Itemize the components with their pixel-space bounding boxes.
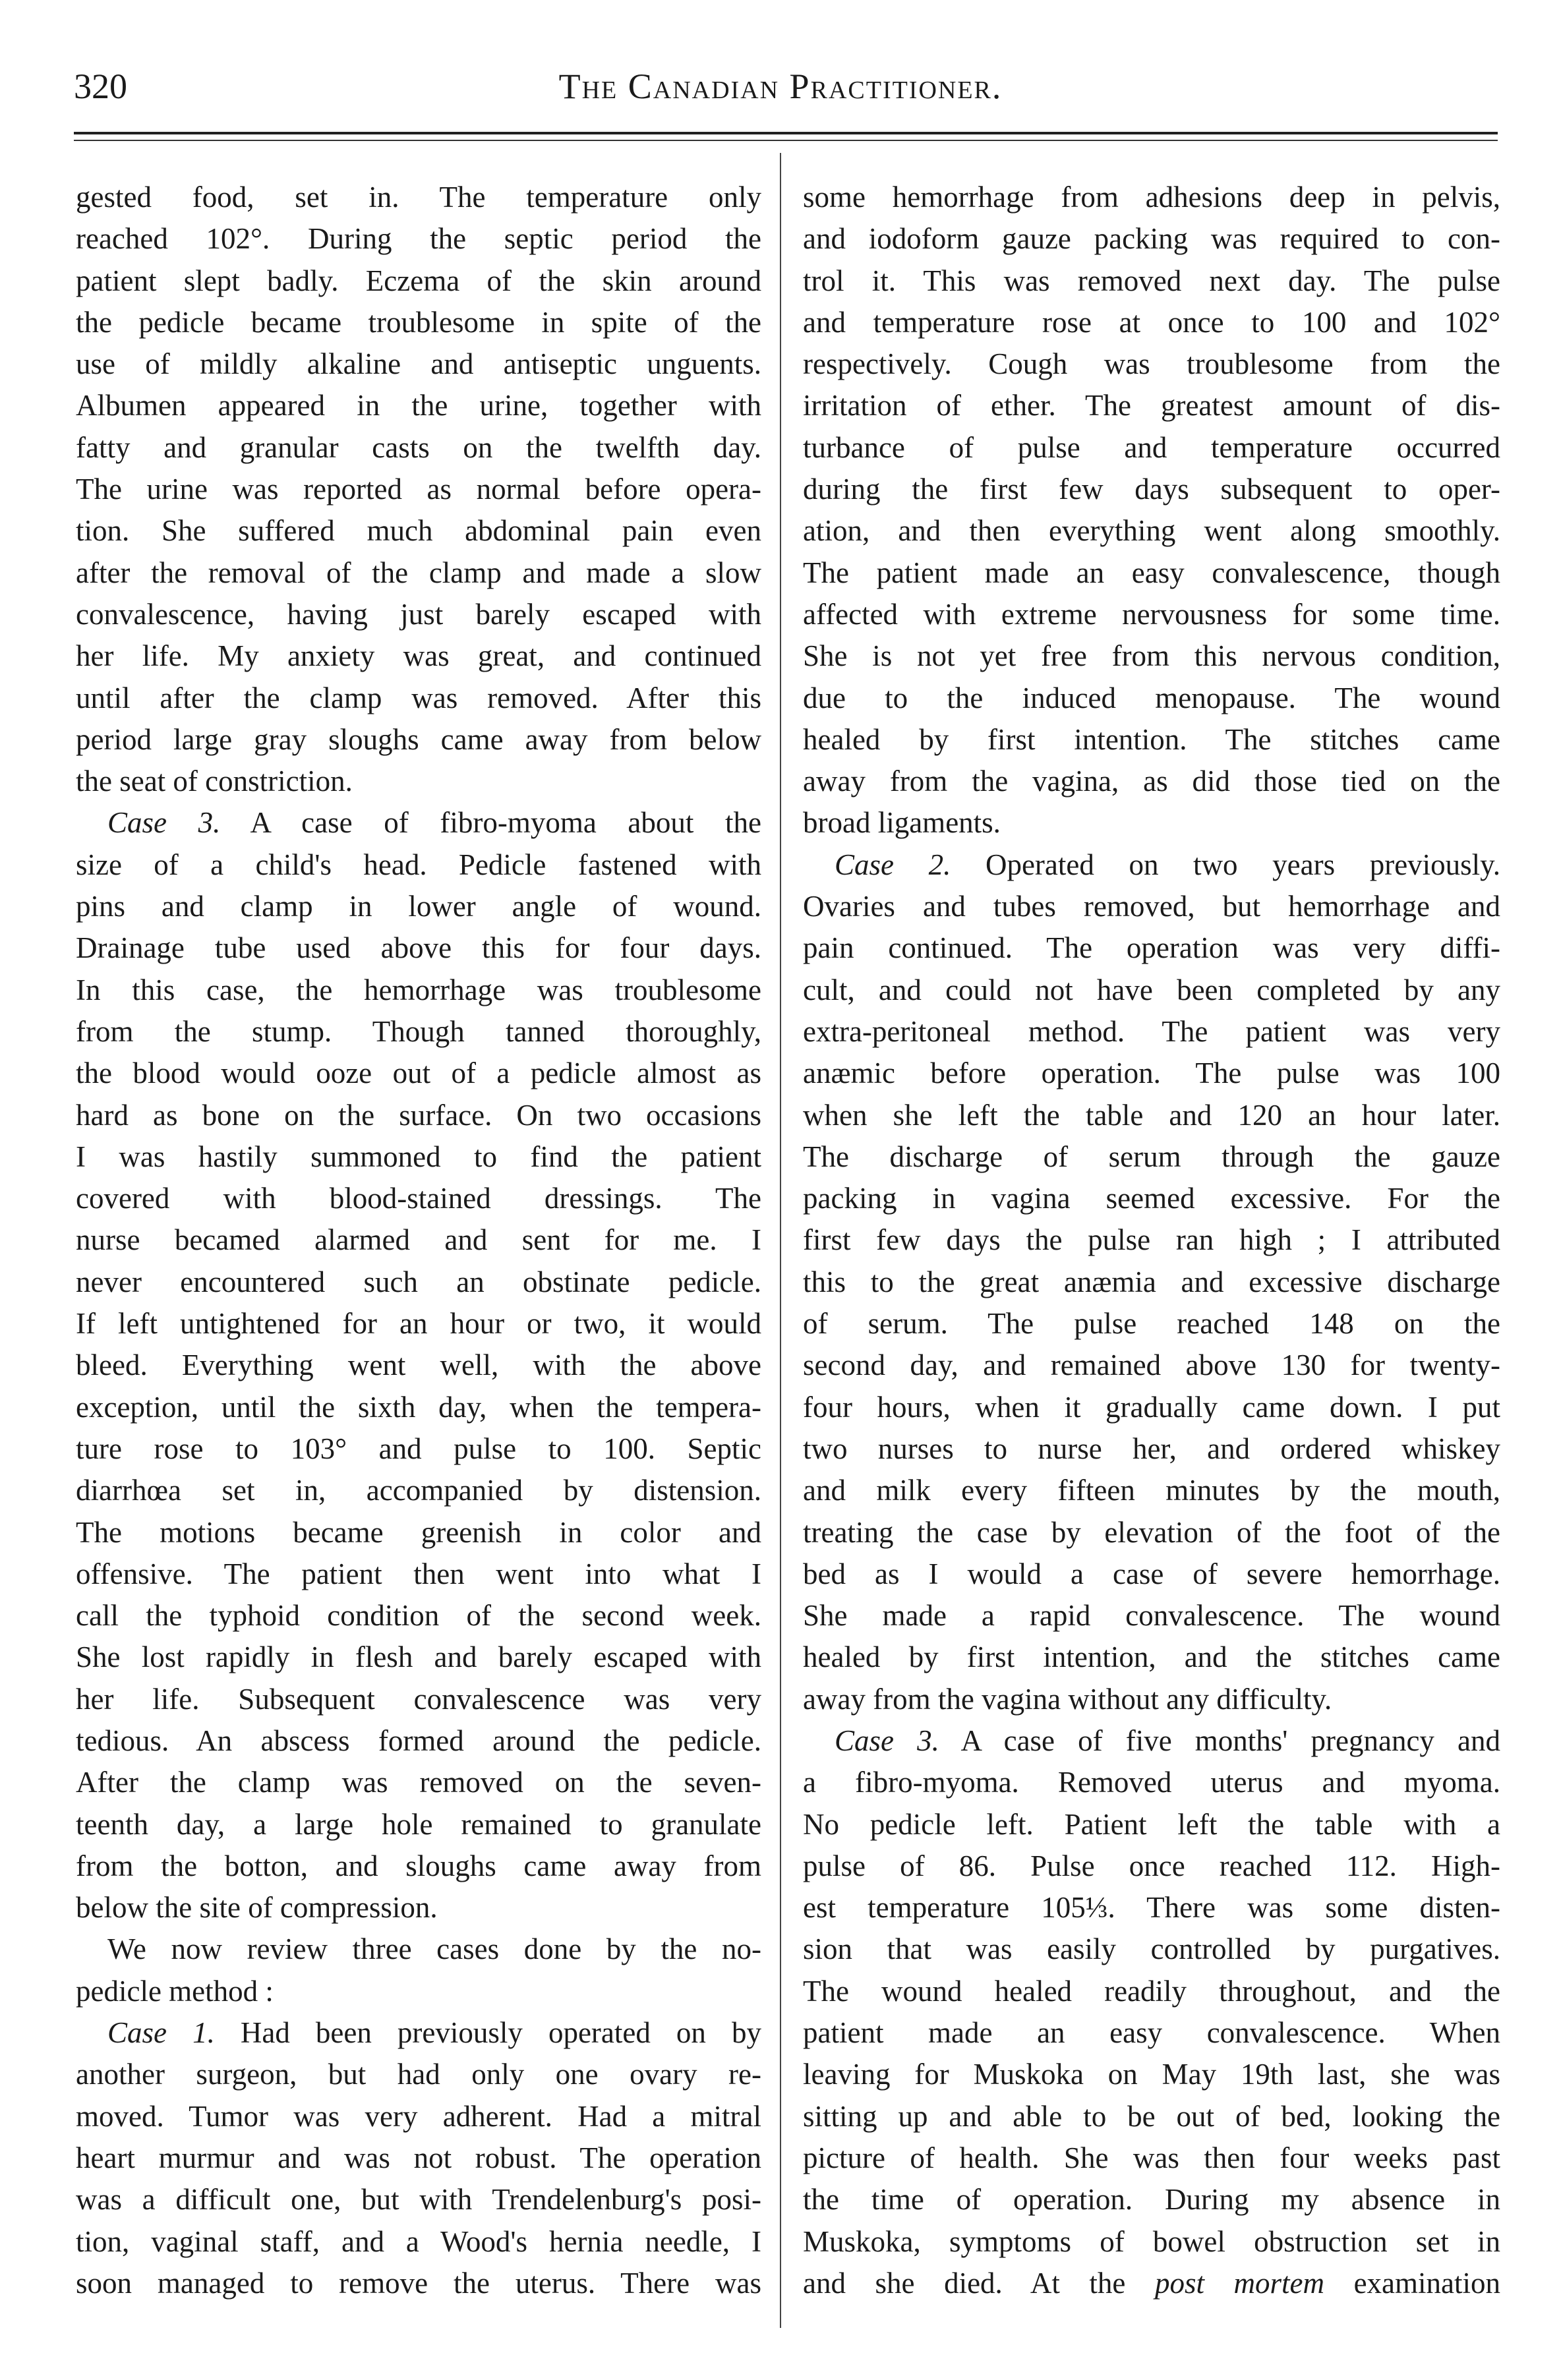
text-segment: Operated on two years previously.	[951, 848, 1501, 881]
text-segment: bed as I would a case of severe hemorrhage.	[803, 1557, 1500, 1590]
text-line	[803, 1929, 1500, 1970]
text-line	[76, 1136, 761, 1178]
text-segment: use of mildly alkaline and antiseptic unguents.	[76, 347, 761, 381]
text-line	[803, 1136, 1500, 1178]
text-segment: ture rose to 103° and pulse to 100. Septic	[76, 1432, 761, 1465]
italic-text: Case 3.	[835, 1724, 939, 1757]
text-line	[76, 1720, 761, 1762]
italic-text: Case 1.	[107, 2016, 215, 2050]
text-segment: patient made an easy convalescence. When	[803, 2016, 1500, 2050]
text-line	[803, 1762, 1500, 1803]
text-segment: She lost rapidly in flesh and barely escaped with	[76, 1640, 761, 1674]
text-line	[76, 1011, 761, 1053]
text-line	[803, 2221, 1500, 2263]
italic-text: Case 3.	[107, 806, 221, 840]
text-segment: extra-peritoneal method. The patient was very	[803, 1014, 1500, 1048]
text-segment: turbance of pulse and temperature occurred	[803, 430, 1500, 464]
text-line	[803, 469, 1500, 510]
text-line	[803, 1553, 1500, 1595]
text-segment: this to the great anæmia and excessive discharge	[803, 1265, 1500, 1298]
text-line	[76, 1470, 761, 1511]
text-line	[76, 970, 761, 1011]
text-line	[76, 1804, 761, 1845]
text-segment: treating the case by elevation of the foot of the	[803, 1515, 1500, 1549]
text-line	[803, 594, 1500, 635]
text-line	[803, 302, 1500, 343]
text-line	[803, 427, 1500, 469]
text-segment: when she left the table and 120 an hour later.	[803, 1098, 1500, 1132]
text-line	[803, 2096, 1500, 2137]
text-line	[803, 1011, 1500, 1053]
text-segment: tedious. An abscess formed around the pedicle.	[76, 1724, 761, 1757]
text-line	[76, 594, 761, 635]
text-line	[76, 2012, 761, 2054]
text-line	[76, 218, 761, 260]
text-line	[76, 1219, 761, 1261]
text-line	[76, 1929, 761, 1970]
text-segment: affected with extreme nervousness for some time.	[803, 597, 1500, 631]
text-segment: packing in vagina seemed excessive. For the	[803, 1182, 1500, 1215]
text-line	[803, 1845, 1500, 1887]
text-line	[803, 1637, 1500, 1678]
text-line	[803, 1345, 1500, 1386]
text-segment: Drainage tube used above this for four days.	[76, 931, 761, 965]
text-segment: below the site of compression.	[76, 1891, 438, 1925]
text-line	[76, 1887, 761, 1929]
text-segment: and iodoform gauze packing was required to con-	[803, 222, 1500, 256]
text-segment: some hemorrhage from adhesions deep in pelvis,	[803, 181, 1500, 214]
text-segment: trol it. This was removed next day. The pulse	[803, 264, 1500, 297]
text-segment: anæmic before operation. The pulse was 100	[803, 1057, 1500, 1090]
text-segment: another surgeon, but had only one ovary re-	[76, 2058, 761, 2091]
text-segment: of serum. The pulse reached 148 on the	[803, 1307, 1500, 1341]
page-number: 320	[74, 67, 127, 106]
text-line	[803, 1219, 1500, 1261]
text-segment: I was hastily summoned to find the patient	[76, 1140, 761, 1173]
text-segment: fatty and granular casts on the twelfth day.	[76, 430, 761, 464]
text-segment: two nurses to nurse her, and ordered whiskey	[803, 1432, 1500, 1465]
text-line	[76, 635, 761, 677]
text-line	[803, 385, 1500, 426]
text-line	[76, 2179, 761, 2220]
text-segment: the blood would ooze out of a pedicle almost as	[76, 1057, 761, 1090]
header-rule-thin	[74, 140, 1498, 141]
text-segment: cult, and could not have been completed by any	[803, 973, 1500, 1006]
text-line	[76, 1387, 761, 1428]
text-line	[803, 1595, 1500, 1637]
text-segment: Muskoka, symptoms of bowel obstruction set in	[803, 2224, 1500, 2258]
text-segment: teenth day, a large hole remained to granulate	[76, 1807, 761, 1841]
text-line	[76, 1637, 761, 1678]
text-segment: Ovaries and tubes removed, but hemorrhage and	[803, 890, 1500, 923]
text-line	[76, 678, 761, 719]
text-line	[76, 2137, 761, 2179]
text-segment: due to the induced menopause. The wound	[803, 681, 1500, 714]
text-segment: during the first few days subsequent to oper-	[803, 473, 1500, 506]
text-line	[803, 260, 1500, 302]
text-segment: the seat of constriction.	[76, 765, 353, 798]
text-line	[76, 510, 761, 552]
text-segment: and she died. At the	[803, 2266, 1155, 2300]
text-line	[803, 927, 1500, 969]
text-line	[803, 844, 1500, 886]
text-line	[803, 1095, 1500, 1136]
text-line	[76, 260, 761, 302]
text-segment: tion. She suffered much abdominal pain even	[76, 514, 761, 548]
text-segment: In this case, the hemorrhage was troublesome	[76, 973, 761, 1006]
text-line	[76, 302, 761, 343]
text-segment: reached 102°. During the septic period the	[76, 222, 761, 256]
text-segment: heart murmur and was not robust. The operation	[76, 2141, 761, 2174]
text-segment: moved. Tumor was very adherent. Had a mitral	[76, 2099, 761, 2133]
text-line	[76, 1303, 761, 1345]
text-segment: healed by first intention, and the stitches came	[803, 1640, 1500, 1674]
text-segment: exception, until the sixth day, when the tempera-	[76, 1390, 761, 1424]
text-line	[76, 1679, 761, 1720]
text-segment: offensive. The patient then went into what I	[76, 1557, 761, 1590]
text-line	[803, 343, 1500, 385]
text-line	[803, 886, 1500, 927]
text-line	[803, 1303, 1500, 1345]
header-rule-thick	[74, 132, 1498, 134]
text-segment: until after the clamp was removed. After this	[76, 681, 761, 714]
text-segment: the pedicle became troublesome in spite of the	[76, 305, 761, 339]
text-segment: a fibro-myoma. Removed uterus and myoma.	[803, 1766, 1500, 1799]
text-line	[76, 469, 761, 510]
text-line	[76, 1178, 761, 1219]
text-segment: sitting up and able to be out of bed, looking the	[803, 2099, 1500, 2133]
text-segment: A case of five months' pregnancy and	[939, 1724, 1500, 1757]
text-line	[76, 844, 761, 886]
text-line	[76, 761, 761, 802]
text-line	[76, 719, 761, 761]
text-segment: The patient made an easy convalescence, though	[803, 556, 1500, 589]
text-segment: from the stump. Though tanned thoroughly,	[76, 1014, 761, 1048]
text-line	[76, 1095, 761, 1136]
text-line	[76, 177, 761, 218]
text-segment: We now review three cases done by the no-	[107, 1932, 761, 1966]
text-segment: and milk every fifteen minutes by the mouth,	[803, 1474, 1500, 1507]
text-segment: respectively. Cough was troublesome from the	[803, 347, 1500, 381]
text-line	[76, 1971, 761, 2012]
text-segment: was a difficult one, but with Trendelenburg's posi-	[76, 2183, 761, 2217]
text-line	[803, 1887, 1500, 1929]
text-line	[803, 635, 1500, 677]
text-segment: diarrhœa set in, accompanied by distension.	[76, 1474, 761, 1507]
text-line	[803, 1971, 1500, 2012]
text-segment: healed by first intention. The stitches came	[803, 722, 1500, 756]
italic-text: Case 2.	[835, 848, 951, 881]
text-segment: and temperature rose at once to 100 and 102°	[803, 305, 1500, 339]
text-segment: tion, vaginal staff, and a Wood's hernia needle, I	[76, 2224, 761, 2258]
text-segment: After the clamp was removed on the seven-	[76, 1766, 761, 1799]
text-line	[803, 1804, 1500, 1845]
text-segment: from the botton, and sloughs came away from	[76, 1849, 761, 1882]
text-line	[76, 427, 761, 469]
text-line	[76, 1262, 761, 1303]
text-segment: Had been previously operated on by	[214, 2016, 761, 2050]
text-segment: patient slept badly. Eczema of the skin around	[76, 264, 761, 297]
text-line	[76, 1428, 761, 1470]
text-segment: sion that was easily controlled by purgatives.	[803, 1932, 1500, 1966]
text-line	[803, 1512, 1500, 1553]
italic-text: post mortem	[1154, 2266, 1325, 2300]
text-segment: pain continued. The operation was very diffi-	[803, 931, 1500, 965]
text-line	[803, 2012, 1500, 2054]
text-line	[803, 1387, 1500, 1428]
text-line	[76, 1053, 761, 1094]
text-line	[803, 719, 1500, 761]
text-segment: her life. My anxiety was great, and continued	[76, 639, 761, 673]
text-segment: The discharge of serum through the gauze	[803, 1140, 1500, 1173]
text-segment: A case of fibro-myoma about the	[220, 806, 762, 840]
text-line	[76, 886, 761, 927]
text-segment: covered with blood-stained dressings. The	[76, 1182, 761, 1215]
text-segment: irritation of ether. The greatest amount of dis-	[803, 389, 1500, 422]
text-segment: her life. Subsequent convalescence was very	[76, 1682, 761, 1716]
text-line	[76, 802, 761, 844]
text-line	[803, 1262, 1500, 1303]
text-segment: The urine was reported as normal before opera-	[76, 473, 761, 506]
right-column	[803, 177, 1500, 2304]
text-segment: If left untightened for an hour or two, it would	[76, 1307, 761, 1341]
text-segment: broad ligaments.	[803, 806, 1001, 840]
text-segment: convalescence, having just barely escaped with	[76, 597, 761, 631]
text-line	[803, 970, 1500, 1011]
text-line	[803, 1178, 1500, 1219]
text-line	[803, 2263, 1500, 2304]
text-segment: bleed. Everything went well, with the above	[76, 1349, 761, 1382]
text-segment: leaving for Muskoka on May 19th last, she was	[803, 2058, 1500, 2091]
text-line	[76, 1512, 761, 1553]
text-segment: four hours, when it gradually came down. I put	[803, 1390, 1500, 1424]
text-line	[803, 1470, 1500, 1511]
text-segment: period large gray sloughs came away from below	[76, 722, 761, 756]
running-head: The Canadian Practitioner.	[558, 67, 1003, 106]
text-segment: the time of operation. During my absence in	[803, 2183, 1500, 2217]
text-line	[76, 1762, 761, 1803]
text-line	[803, 177, 1500, 218]
text-line	[803, 1053, 1500, 1094]
text-segment: pedicle method :	[76, 1974, 274, 2008]
text-line	[76, 385, 761, 426]
text-segment: nurse becamed alarmed and sent for me. I	[76, 1223, 761, 1257]
text-segment: size of a child's head. Pedicle fastened with	[76, 848, 761, 881]
text-line	[803, 2054, 1500, 2095]
text-line	[76, 1595, 761, 1637]
text-line	[803, 510, 1500, 552]
text-line	[76, 2221, 761, 2263]
text-segment: gested food, set in. The temperature only	[76, 181, 761, 214]
text-segment: est temperature 105⅓. There was some disten-	[803, 1891, 1500, 1925]
text-segment: examination	[1324, 2266, 1500, 2300]
text-line	[803, 1679, 1500, 1720]
text-segment: pulse of 86. Pulse once reached 112. High-	[803, 1849, 1500, 1882]
text-segment: The motions became greenish in color and	[76, 1515, 761, 1549]
text-line	[76, 552, 761, 594]
text-line	[76, 2096, 761, 2137]
left-column	[76, 177, 761, 2304]
text-line	[76, 1845, 761, 1887]
text-line	[803, 552, 1500, 594]
text-segment: hard as bone on the surface. On two occasions	[76, 1098, 761, 1132]
text-segment: ation, and then everything went along smoothly.	[803, 514, 1500, 548]
text-line	[803, 802, 1500, 844]
text-line	[76, 1553, 761, 1595]
text-line	[803, 761, 1500, 802]
text-segment: first few days the pulse ran high ; I attributed	[803, 1223, 1500, 1257]
text-line	[76, 927, 761, 969]
text-segment: picture of health. She was then four weeks past	[803, 2141, 1500, 2174]
text-line	[803, 2137, 1500, 2179]
text-line	[803, 1720, 1500, 1762]
text-line	[803, 218, 1500, 260]
text-segment: Albumen appeared in the urine, together with	[76, 389, 761, 422]
text-line	[803, 678, 1500, 719]
column-divider	[780, 153, 781, 2328]
text-segment: She is not yet free from this nervous condition,	[803, 639, 1500, 673]
text-segment: away from the vagina without any difficulty.	[803, 1682, 1332, 1716]
text-segment: second day, and remained above 130 for twenty-	[803, 1349, 1500, 1382]
text-segment: soon managed to remove the uterus. There was	[76, 2266, 761, 2300]
text-segment: She made a rapid convalescence. The wound	[803, 1599, 1500, 1633]
text-line	[76, 343, 761, 385]
text-segment: The wound healed readily throughout, and the	[803, 1974, 1500, 2008]
text-segment: call the typhoid condition of the second week.	[76, 1599, 761, 1633]
text-segment: never encountered such an obstinate pedicle.	[76, 1265, 761, 1298]
text-segment: No pedicle left. Patient left the table with a	[803, 1807, 1500, 1841]
text-line	[76, 2263, 761, 2304]
text-segment: pins and clamp in lower angle of wound.	[76, 890, 761, 923]
text-line	[76, 1345, 761, 1386]
text-segment: away from the vagina, as did those tied on the	[803, 765, 1500, 798]
text-line	[803, 1428, 1500, 1470]
text-line	[76, 2054, 761, 2095]
text-segment: after the removal of the clamp and made a slow	[76, 556, 761, 589]
text-line	[803, 2179, 1500, 2220]
